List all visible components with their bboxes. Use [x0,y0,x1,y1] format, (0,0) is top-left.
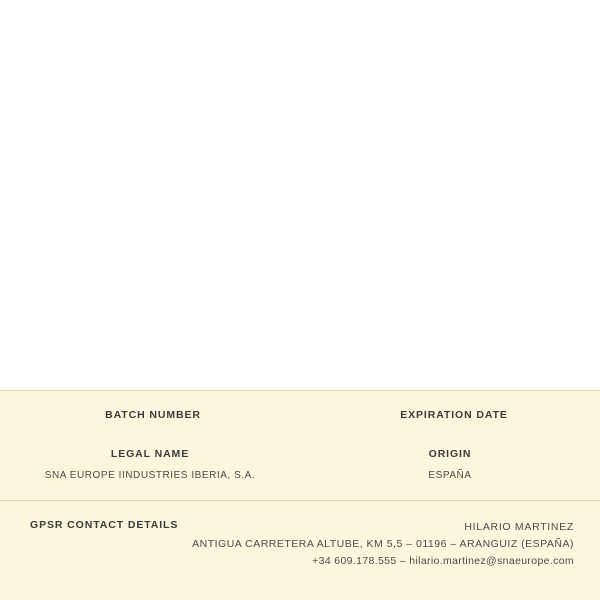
contact-person: HILARIO MARTINEZ [464,521,574,533]
contact-address: ANTIGUA CARRETERA ALTUBE, KM 5,5 – 01196 – ARANGUIZ (ESPAÑA) [192,538,574,550]
batch-number-cell [0,408,300,430]
expiration-date-cell [300,408,600,430]
origin-value: ESPAÑA [428,470,472,481]
batch-number-heading: BATCH NUMBER [105,409,201,421]
legal-origin-section [0,447,600,501]
origin-cell [300,447,600,483]
legal-name-heading: LEGAL NAME [110,448,190,460]
contact-phone-email: +34 609.178.555 – hilario.martinez@snaeurope.com [312,555,574,567]
legal-name-cell [0,447,300,483]
expiration-date-heading: EXPIRATION DATE [400,409,508,421]
contact-section [0,501,600,599]
origin-heading: ORIGIN [428,448,472,460]
legal-name-value: SNA EUROPE IINDUSTRIES IBERIA, S.A. [44,470,256,481]
contact-details-block [192,519,574,599]
gpsr-contact-heading: GPSR CONTACT DETAILS [30,519,179,531]
batch-section [0,391,600,447]
gpsr-data-panel [0,390,600,600]
